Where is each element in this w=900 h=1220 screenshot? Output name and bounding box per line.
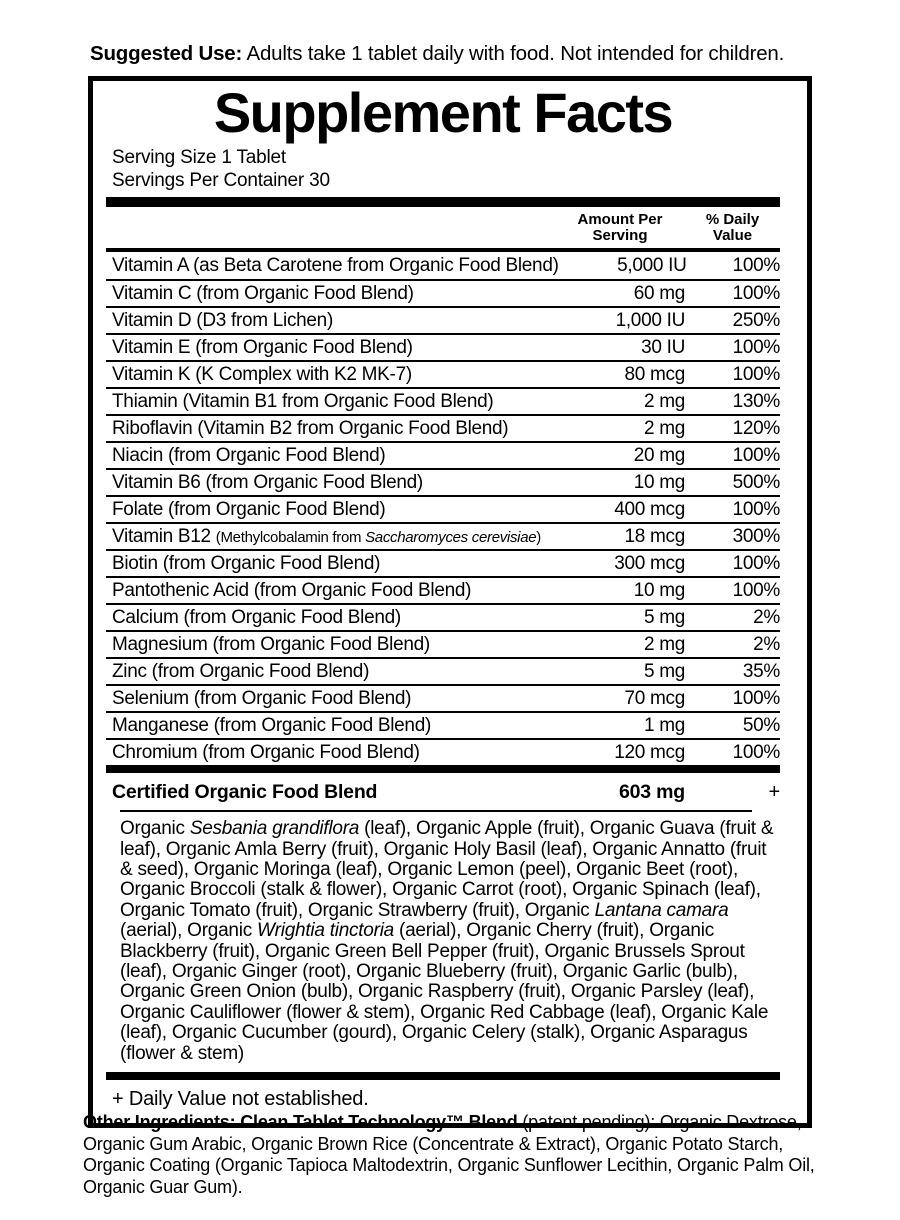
nutrient-amount: 120 mcg [614,741,685,763]
table-row [106,333,780,360]
nutrient-dv: 100% [732,282,780,304]
table-row [106,252,780,279]
table-row [106,306,780,333]
suggested-use-text: Adults take 1 tablet daily with food. Not intended for children. [242,42,785,65]
divider-thick-footnote [106,1072,780,1080]
panel-title: Supplement Facts [213,81,673,144]
table-row [106,603,780,630]
nutrient-name: Vitamin B6 (from Organic Food Blend) [112,471,423,493]
nutrient-name: Selenium (from Organic Food Blend) [112,687,412,709]
nutrient-name: Calcium (from Organic Food Blend) [112,606,401,628]
nutrient-amount: 300 mcg [614,552,685,574]
column-headers [106,207,780,248]
table-row [106,711,780,738]
table-row [106,549,780,576]
nutrient-amount: 2 mg [643,633,685,655]
nutrient-dv: 35% [742,660,780,682]
nutrient-name: Magnesium (from Organic Food Blend) [112,633,430,655]
nutrient-name: Folate (from Organic Food Blend) [112,498,386,520]
blend-amount: 603 mg [618,781,685,804]
serving-info [112,146,780,192]
nutrient-amount: 80 mcg [624,363,685,385]
serving-size: Serving Size 1 Tablet [112,147,286,169]
nutrient-dv: 100% [732,336,780,358]
nutrient-amount: 5 mg [643,606,685,628]
nutrient-name: Niacin (from Organic Food Blend) [112,444,386,466]
amount-per-serving-header: Amount Per Serving [577,211,663,245]
nutrient-name: Zinc (from Organic Food Blend) [112,660,370,682]
nutrient-amount: 5 mg [643,660,685,682]
table-row [106,630,780,657]
blend-daily-value: + [768,781,780,804]
table-row [106,738,780,765]
table-row [106,387,780,414]
nutrient-dv: 2% [753,633,780,655]
servings-per-container: Servings Per Container 30 [112,170,330,192]
nutrient-name: Vitamin B12 (Methylcobalamin from Saccharomyces cerevisiae) [112,525,541,547]
nutrient-dv: 50% [742,714,780,736]
nutrient-dv: 300% [732,525,780,547]
nutrient-rows [106,252,780,765]
nutrient-dv: 100% [732,363,780,385]
dv-footnote: + Daily Value not established. [112,1088,369,1111]
nutrient-amount: 30 IU [641,336,685,358]
nutrient-name: Vitamin K (K Complex with K2 MK-7) [112,363,412,385]
nutrient-dv: 500% [732,471,780,493]
daily-value-header: % Daily Value [705,211,760,245]
nutrient-name: Chromium (from Organic Food Blend) [112,741,420,763]
nutrient-name: Vitamin D (D3 from Lichen) [112,309,333,331]
blend-row [106,773,780,810]
nutrient-amount: 2 mg [643,417,685,439]
other-ingredients [83,1112,823,1198]
nutrient-name: Vitamin E (from Organic Food Blend) [112,336,413,358]
nutrient-dv: 100% [732,498,780,520]
table-row [106,657,780,684]
table-row [106,684,780,711]
table-row [106,360,780,387]
nutrient-amount: 5,000 IU [617,254,687,276]
nutrient-name: Vitamin C (from Organic Food Blend) [112,282,414,304]
nutrient-amount: 70 mcg [624,687,685,709]
table-row [106,522,780,549]
table-row [106,495,780,522]
nutrient-amount: 2 mg [643,390,685,412]
table-row [106,441,780,468]
divider-thick-top [106,197,780,207]
nutrient-dv: 100% [732,741,780,763]
nutrient-amount: 18 mcg [624,525,685,547]
nutrient-dv: 250% [732,309,780,331]
nutrient-dv: 130% [732,390,780,412]
nutrient-amount: 60 mg [633,282,685,304]
nutrient-name: Biotin (from Organic Food Blend) [112,552,381,574]
suggested-use-label: Suggested Use: [90,42,243,65]
nutrient-dv: 100% [732,579,780,601]
blend-name: Certified Organic Food Blend [112,781,378,804]
blend-ingredients: Organic Sesbania grandiflora (leaf), Organic Apple (fruit), Organic Guava (fruit & leaf), Organic Amla Berry (fruit), Organic Holy Basil (leaf), Organic Annatto (fruit & seed), Organic Moringa (leaf), Organic Lemon (peel), Organic Beet (root), Organic Broccoli (stalk & flower), Organic Carrot (root), Organic Spinach (leaf), Organic Tomato (fruit), Organic Strawberry (fruit), Organic Lantana camara (aerial), Organic Wrightia tinctoria (aerial), Organic Cherry (fruit), Organic Blackberry (fruit), Organic Green Bell Pepper (fruit), Organic Brussels Sprout (leaf), Organic Ginger (root), Organic Blueberry (fruit), Organic Garlic (bulb), Organic Green Onion (bulb), Organic Raspberry (fruit), Organic Parsley (leaf), Organic Cauliflower (flower & stem), Organic Red Cabbage (leaf), Organic Kale (leaf), Organic Cucumber (gourd), Organic Celery (stalk), Organic Asparagus (flower & stem) [120,818,774,1064]
table-row [106,468,780,495]
nutrient-dv: 100% [732,687,780,709]
nutrient-dv: 100% [732,552,780,574]
nutrient-amount: 10 mg [633,471,685,493]
other-ingredients-label: Other Ingredients: Clean Tablet Technology™ Blend [83,1112,518,1132]
nutrient-dv: 100% [732,444,780,466]
nutrient-dv: 100% [732,254,780,276]
nutrient-amount: 1,000 IU [615,309,685,331]
nutrient-amount: 10 mg [633,579,685,601]
table-row [106,576,780,603]
nutrient-dv: 2% [753,606,780,628]
table-row [106,414,780,441]
nutrient-amount: 20 mg [633,444,685,466]
nutrient-name: Manganese (from Organic Food Blend) [112,714,431,736]
table-row [106,279,780,306]
divider-thick-blend [106,765,780,773]
nutrient-amount: 1 mg [643,714,685,736]
nutrient-name: Pantothenic Acid (from Organic Food Blend) [112,579,472,601]
suggested-use [90,42,784,66]
nutrient-name: Riboflavin (Vitamin B2 from Organic Food Blend) [112,417,509,439]
nutrient-amount: 400 mcg [614,498,685,520]
nutrient-name: Vitamin A (as Beta Carotene from Organic Food Blend) [112,254,559,276]
other-ingredients-text: (patent pending): Organic Dextrose, Organic Gum Arabic, Organic Brown Rice (Concentrate & Extract), Organic Potato Starch, Organic Coating (Organic Tapioca Maltodextrin, Organic Sunflower Lecithin, Organic Palm Oil, Organic Guar Gum). [83,1112,815,1197]
nutrient-dv: 120% [732,417,780,439]
nutrient-name: Thiamin (Vitamin B1 from Organic Food Blend) [112,390,494,412]
supplement-facts-panel [88,76,812,1128]
